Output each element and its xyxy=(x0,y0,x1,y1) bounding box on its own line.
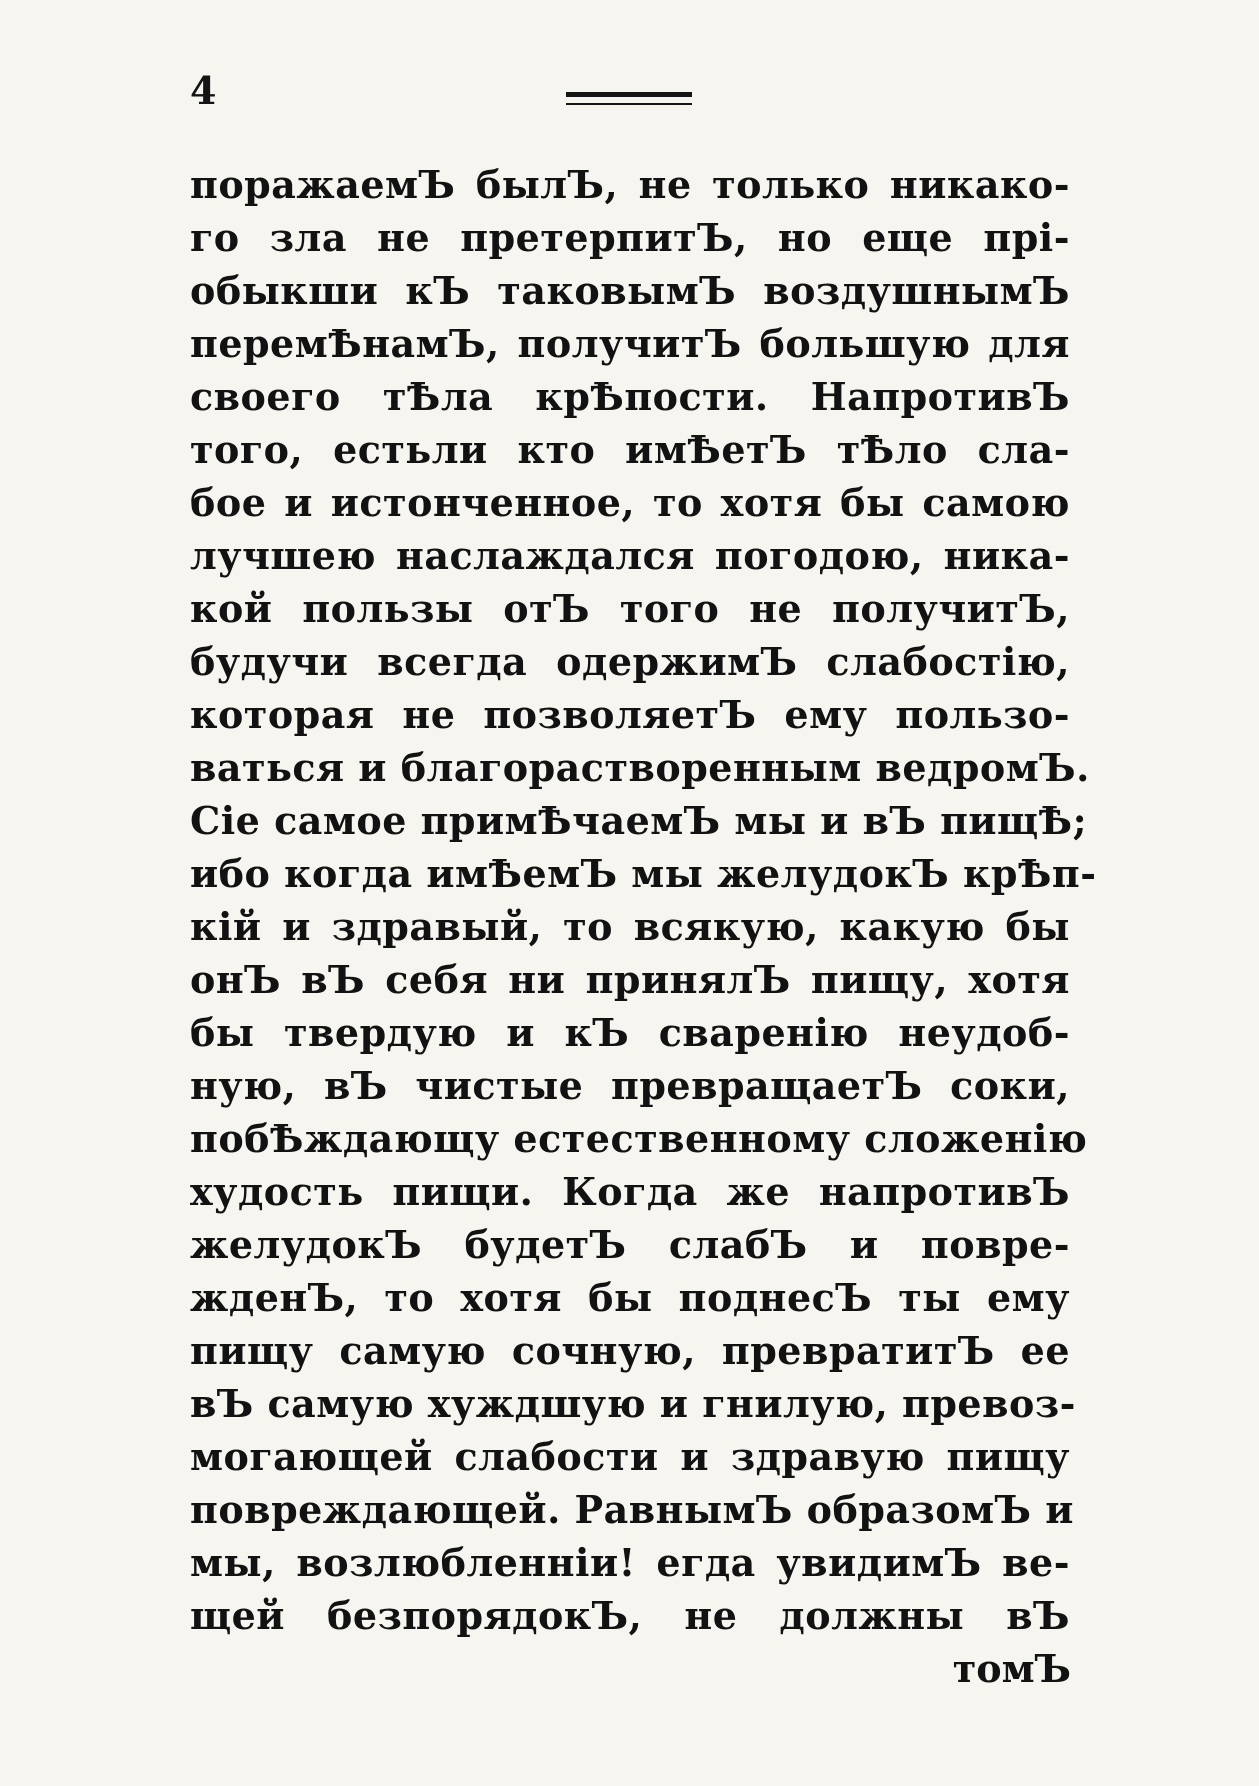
text-line: обыкши кЪ таковымЪ воздушнымЪ xyxy=(190,268,1070,313)
page-number: 4 xyxy=(190,68,217,113)
text-line: го зла не претерпитЪ, но еще прі- xyxy=(190,215,1070,260)
text-line: кой пользы отЪ того не получитЪ, xyxy=(190,586,1070,631)
text-line: своего тѢла крѢпости. НапротивЪ xyxy=(190,374,1070,419)
text-line: щей безпорядокЪ, не должны вЪ xyxy=(190,1593,1070,1638)
text-line: онЪ вЪ себя ни принялЪ пищу, хотя xyxy=(190,957,1070,1002)
text-line: мы, возлюбленніи! егда увидимЪ ве- xyxy=(190,1540,1070,1585)
text-line: перемѢнамЪ, получитЪ большую для xyxy=(190,321,1070,366)
text-line: бы твердую и кЪ сваренію неудоб- xyxy=(190,1010,1070,1055)
text-line: пищу самую сочную, превратитЪ ее xyxy=(190,1328,1070,1373)
catchword: томЪ xyxy=(952,1646,1071,1691)
body-text xyxy=(190,158,1097,1642)
text-line: худость пищи. Когда же напротивЪ xyxy=(190,1169,1070,1214)
text-line: ибо когда имѢемЪ мы желудокЪ крѢп- xyxy=(190,851,1097,896)
text-line: вЪ самую хуждшую и гнилую, превоз- xyxy=(190,1381,1076,1426)
text-line: побѢждающу естественному сложенію xyxy=(190,1116,1088,1161)
text-line: ную, вЪ чистые превращаетЪ соки, xyxy=(190,1063,1070,1108)
header-rule xyxy=(566,92,692,108)
header-rule-thin xyxy=(566,103,692,105)
text-line: желудокЪ будетЪ слабЪ и повре- xyxy=(190,1222,1070,1267)
text-line: лучшею наслаждался погодою, ника- xyxy=(190,533,1070,578)
text-line: жденЪ, то хотя бы поднесЪ ты ему xyxy=(190,1275,1070,1320)
text-line: того, естьли кто имѢетЪ тѢло сла- xyxy=(190,427,1070,472)
text-line: поражаемЪ былЪ, не только никако- xyxy=(190,162,1070,207)
text-line: Сіе самое примѢчаемЪ мы и вЪ пищѢ; xyxy=(190,798,1088,843)
text-line: повреждающей. РавнымЪ образомЪ и xyxy=(190,1487,1074,1532)
text-line: которая не позволяетЪ ему пользо- xyxy=(190,692,1070,737)
text-line: могающей слабости и здравую пищу xyxy=(190,1434,1070,1479)
header-rule-thick xyxy=(566,92,692,97)
text-line: будучи всегда одержимЪ слабостію, xyxy=(190,639,1070,684)
text-line: бое и истонченное, то хотя бы самою xyxy=(190,480,1070,525)
text-line: ваться и благорастворенным ведромЪ. xyxy=(190,745,1090,790)
text-line: кій и здравый, то всякую, какую бы xyxy=(190,904,1070,949)
